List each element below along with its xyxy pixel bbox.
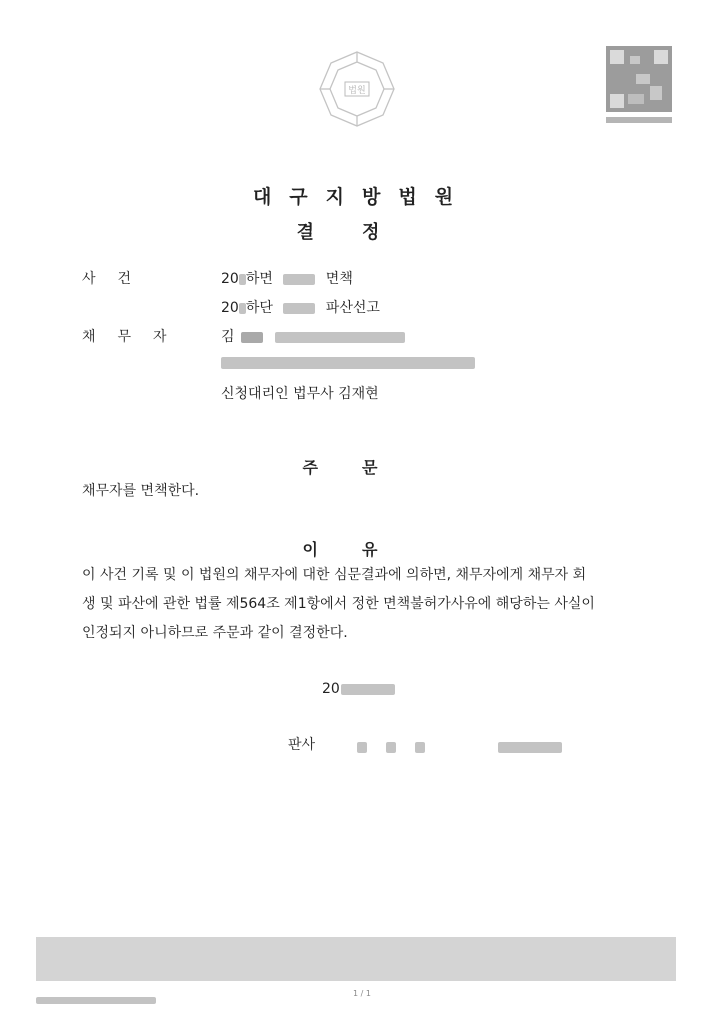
redacted-digits — [239, 274, 246, 285]
case-number-2-type: 하단 — [245, 300, 273, 316]
order-text: 채무자를 면책한다. — [82, 483, 200, 499]
debtor-name-prefix: 김 — [221, 329, 235, 345]
emblem-text: 법원 — [348, 86, 366, 96]
decision-date-prefix: 20 — [322, 681, 340, 697]
redacted-judge-name — [357, 737, 425, 756]
decision-date — [322, 681, 395, 697]
case-number-2-suffix: 파산선고 — [325, 300, 380, 316]
reason-heading: 이유 — [302, 540, 422, 559]
case-number-2-prefix: 20 — [221, 300, 239, 316]
redacted-date — [341, 684, 395, 695]
case-number-2 — [221, 297, 380, 317]
case-number-1 — [221, 268, 353, 288]
debtor-name — [221, 326, 405, 346]
redacted-case-number — [283, 274, 315, 285]
redacted-case-number — [283, 303, 315, 314]
redacted-name — [241, 332, 263, 343]
redacted-footer-notice — [36, 937, 676, 981]
court-emblem — [316, 48, 398, 130]
case-number-1-suffix: 면책 — [325, 271, 353, 287]
applicant-agent: 신청대리인 법무사 김재현 — [221, 386, 379, 402]
redacted-digits — [239, 303, 246, 314]
document-title: 결정 — [296, 222, 428, 243]
case-number-1-prefix: 20 — [221, 271, 239, 287]
redacted-address — [221, 352, 475, 371]
reason-line-3: 인정되지 아니하므로 주문과 같이 결정한다. — [82, 625, 348, 641]
court-name: 대구지방법원 — [252, 186, 472, 208]
reason-line-1: 이 사건 기록 및 이 법원의 채무자에 대한 심문결과에 의하면, 채무자에게 채무자 회 — [82, 567, 587, 583]
order-heading: 주문 — [302, 458, 422, 477]
page-number: 1 / 1 — [353, 989, 371, 998]
debtor-label: 채무자 — [82, 329, 189, 345]
redacted-id-number — [275, 332, 405, 343]
case-number-1-type: 하면 — [245, 271, 273, 287]
judge-label: 판사 — [288, 737, 316, 753]
reason-line-2: 생 및 파산에 관한 법률 제564조 제1항에서 정한 면책불허가사유에 해당하는 사실이 — [82, 596, 595, 612]
case-label: 사건 — [82, 271, 154, 287]
redacted-signature — [498, 737, 562, 756]
qr-code — [606, 46, 672, 124]
